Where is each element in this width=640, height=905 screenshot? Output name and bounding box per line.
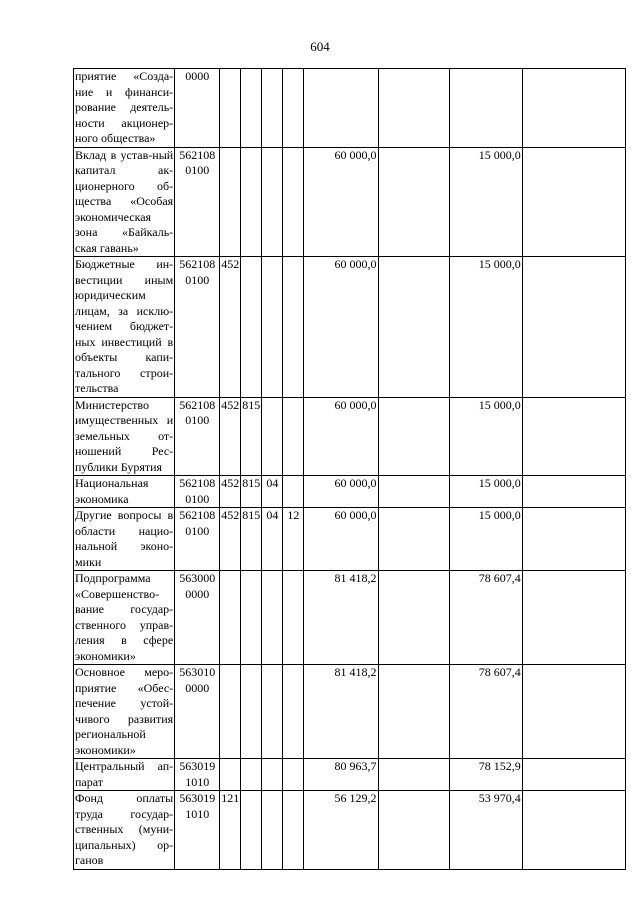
row-name-cell: приятие «Созда-ние и финанси-рование деятель-ности акционер-ного общества» — [75, 69, 174, 145]
sum-column-3-cell — [522, 397, 625, 476]
section-cell — [262, 571, 283, 665]
sum-column-2-cell: 78 607,4 — [449, 571, 522, 665]
sum-column-2-cell: 78 607,4 — [449, 665, 522, 759]
target-code-cell — [175, 69, 220, 148]
table-row — [74, 571, 626, 665]
ministry-code-cell: 815 — [241, 476, 262, 508]
expense-type-cell: 452 — [220, 476, 241, 508]
sum-column-2-cell: 15 000,0 — [449, 397, 522, 476]
target-code-cell — [175, 759, 220, 791]
target-code-part-2: 0100 — [185, 523, 210, 538]
sum-column-1-cell: 60 000,0 — [304, 476, 378, 508]
target-code-part-2: 0100 — [185, 163, 210, 177]
table-row — [74, 476, 626, 508]
ministry-code-cell — [241, 147, 262, 257]
sum-column-2-cell: 78 152,9 — [449, 759, 522, 791]
row-name-cell: Фонд оплаты труда государ-ственных (муни-ципальных) ор-ганов — [75, 791, 174, 867]
sum-column-2-cell: 53 970,4 — [449, 791, 522, 870]
sum-column-1-cell: 81 418,2 — [304, 665, 378, 759]
subsection-cell — [283, 476, 304, 508]
section-cell: 04 — [262, 508, 283, 571]
sum-column-3-cell — [522, 508, 625, 571]
row-name-cell: Центральный ап-парат — [75, 759, 174, 789]
sum-column-1-cell: 81 418,2 — [304, 571, 378, 665]
table-row — [74, 508, 626, 571]
row-name-cell: Подпрограмма «Совершенство-вание государ-ственного управ-ления в сфере экономики» — [75, 571, 174, 663]
section-cell — [262, 147, 283, 257]
expense-type-cell — [220, 147, 241, 257]
sum-column-2-cell: 15 000,0 — [449, 508, 522, 571]
ministry-code-cell: 815 — [241, 508, 262, 571]
sum-column-2-cell: 15 000,0 — [449, 147, 522, 257]
sum-column-2-cell: 15 000,0 — [449, 476, 522, 508]
empty-column-cell — [378, 147, 449, 257]
table-row — [74, 257, 626, 398]
page-number: 604 — [310, 39, 330, 54]
sum-column-3-cell — [522, 759, 625, 791]
empty-column-cell — [378, 571, 449, 665]
subsection-cell — [283, 69, 304, 148]
sum-column-1-cell: 60 000,0 — [304, 147, 378, 257]
subsection-cell — [283, 759, 304, 791]
ministry-code-cell: 815 — [241, 397, 262, 476]
table-row — [74, 397, 626, 476]
sum-column-3-cell — [522, 665, 625, 759]
row-name-cell: Другие вопросы в области нацио-нальной эконо-мики — [75, 508, 174, 569]
expense-type-cell — [220, 759, 241, 791]
target-code-part-2: 0100 — [185, 491, 210, 506]
section-cell — [262, 397, 283, 476]
target-code-cell — [175, 397, 220, 476]
ministry-code-cell — [241, 665, 262, 759]
section-cell — [262, 791, 283, 870]
row-name-cell: Министерство имущественных и земельных от-ношений Рес-публики Бурятия — [75, 397, 174, 474]
target-code-cell — [175, 665, 220, 759]
ministry-code-cell — [241, 571, 262, 665]
expense-type-cell: 452 — [220, 508, 241, 571]
sum-column-2-cell: 15 000,0 — [449, 257, 522, 398]
sum-column-3-cell — [522, 257, 625, 398]
sum-column-3-cell — [522, 147, 625, 257]
section-cell — [262, 759, 283, 791]
ministry-code-cell — [241, 257, 262, 398]
empty-column-cell — [378, 759, 449, 791]
subsection-cell — [283, 791, 304, 870]
subsection-cell: 12 — [283, 508, 304, 571]
target-code-part-1: 563000 — [179, 571, 216, 585]
empty-column-cell — [378, 257, 449, 398]
empty-column-cell — [378, 508, 449, 571]
sum-column-1-cell — [304, 69, 378, 148]
target-code-part-2: 1010 — [185, 774, 210, 789]
sum-column-1-cell: 80 963,7 — [304, 759, 378, 791]
row-name-cell: Основное меро-приятие «Обес-печение устой-чивого развития региональной экономики» — [75, 665, 174, 757]
subsection-cell — [283, 665, 304, 759]
target-code-cell — [175, 147, 220, 257]
sum-column-1-cell: 60 000,0 — [304, 397, 378, 476]
target-code-cell — [175, 571, 220, 665]
sum-column-3-cell — [522, 476, 625, 508]
subsection-cell — [283, 397, 304, 476]
target-code-part-2: 1010 — [185, 806, 210, 821]
row-name-cell: Бюджетные ин-вестиции иным юридическим лицам, за исклю-чением бюджет-ных инвестиций в объекты капи-тального строи-тельства — [75, 257, 174, 395]
sum-column-1-cell: 60 000,0 — [304, 508, 378, 571]
target-code-part-1: 562108 — [179, 257, 216, 271]
budget-table-body — [74, 69, 626, 870]
row-name-cell: Вклад в устав-ный капитал ак-ционерного об-щества «Особая экономическая зона «Байкаль-ская гавань» — [75, 147, 174, 255]
sum-column-3-cell — [522, 571, 625, 665]
target-code-part-1: 563019 — [179, 791, 216, 805]
ministry-code-cell — [241, 759, 262, 791]
subsection-cell — [283, 571, 304, 665]
expense-type-cell: 121 — [220, 791, 241, 870]
target-code-part-2: 0000 — [185, 586, 210, 601]
table-row — [74, 759, 626, 791]
sum-column-3-cell — [522, 69, 625, 148]
empty-column-cell — [378, 397, 449, 476]
sum-column-2-cell — [449, 69, 522, 148]
subsection-cell — [283, 257, 304, 398]
sum-column-1-cell: 56 129,2 — [304, 791, 378, 870]
target-code-part-2: 0100 — [185, 413, 210, 427]
empty-column-cell — [378, 69, 449, 148]
subsection-cell — [283, 147, 304, 257]
sum-column-1-cell: 60 000,0 — [304, 257, 378, 398]
empty-column-cell — [378, 665, 449, 759]
section-cell: 04 — [262, 476, 283, 508]
section-cell — [262, 257, 283, 398]
ministry-code-cell — [241, 69, 262, 148]
section-cell — [262, 665, 283, 759]
target-code-part-2: 0000 — [185, 680, 210, 695]
budget-table — [73, 68, 626, 870]
row-name-cell: Национальная экономика — [74, 476, 175, 508]
expense-type-cell — [220, 665, 241, 759]
target-code-cell — [175, 791, 220, 870]
expense-type-cell — [220, 69, 241, 148]
table-row — [74, 665, 626, 759]
expense-type-cell — [220, 571, 241, 665]
target-code-part-1: 562108 — [179, 397, 216, 412]
empty-column-cell — [378, 791, 449, 870]
target-code-part-1: 563019 — [179, 759, 216, 773]
table-row — [74, 791, 626, 870]
target-code-part-2: 0100 — [185, 272, 210, 287]
table-row — [74, 147, 626, 257]
target-code-part-1: 562108 — [179, 476, 216, 490]
empty-column-cell — [378, 476, 449, 508]
expense-type-cell: 452 — [220, 257, 241, 398]
table-row — [74, 69, 626, 148]
target-code-cell — [175, 476, 220, 508]
target-code-part-1: 563010 — [179, 665, 216, 679]
target-code-cell — [175, 257, 220, 398]
expense-type-cell: 452 — [220, 397, 241, 476]
sum-column-3-cell — [522, 791, 625, 870]
target-code-part-1: 562108 — [179, 508, 216, 522]
target-code-cell — [175, 508, 220, 571]
target-code-part-1: 562108 — [179, 147, 216, 162]
target-code-part-1: 0000 — [185, 69, 210, 83]
section-cell — [262, 69, 283, 148]
ministry-code-cell — [241, 791, 262, 870]
